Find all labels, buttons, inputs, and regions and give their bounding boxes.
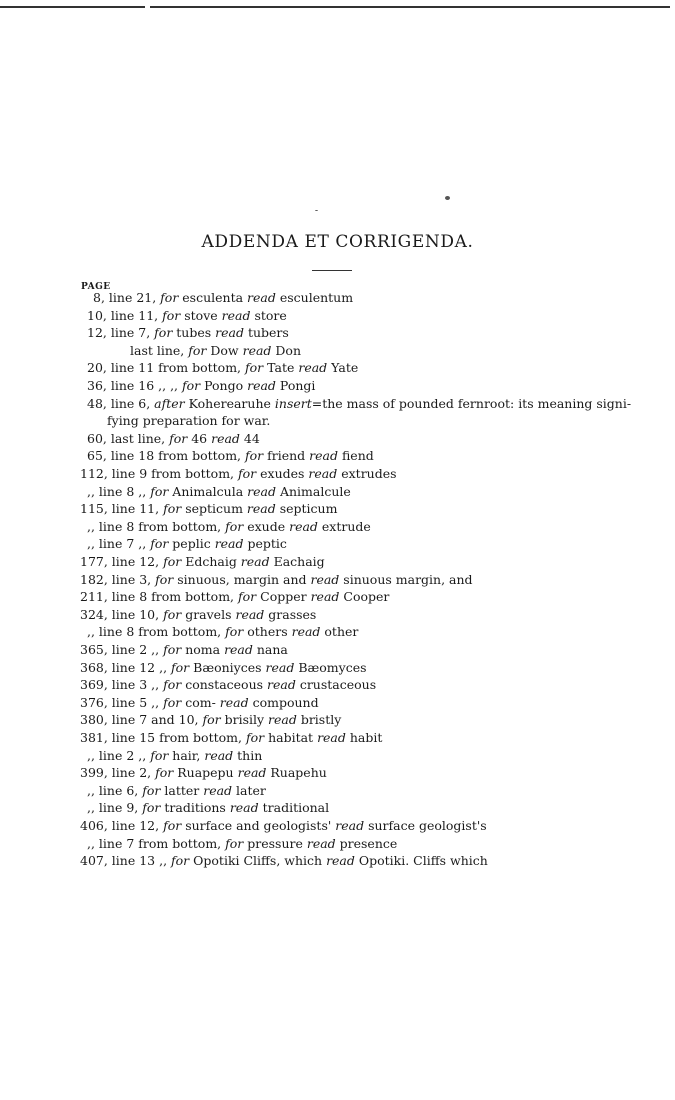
entry-ref: 376, line 5 ,,: [80, 694, 164, 710]
corrigenda-entry: [80, 466, 397, 481]
page-title: ADDENDA ET CORRIGENDA.: [201, 232, 474, 252]
entry-text: Eachaig: [269, 554, 325, 569]
entry-text: brisily: [220, 712, 269, 728]
entry-keyword: for: [163, 694, 182, 710]
entry-keyword: for: [245, 360, 264, 376]
corrigenda-entry: [87, 624, 358, 639]
entry-ref: 381, line 15 from bottom,: [80, 730, 246, 745]
entry-text: later: [232, 782, 266, 798]
entry-text: Don: [271, 342, 302, 358]
entry-text: extrudes: [337, 466, 397, 481]
entry-keyword: for: [162, 307, 181, 323]
corrigenda-entry: [80, 730, 382, 745]
entry-keyword: for: [142, 800, 161, 816]
entry-keyword: for: [154, 325, 173, 341]
entry-text: habit: [345, 730, 383, 745]
corrigenda-entry: [87, 519, 371, 534]
entry-text: Cooper: [339, 589, 390, 605]
entry-ref: 112, line 9 from bottom,: [80, 466, 239, 481]
entry-text: hair,: [168, 747, 205, 763]
entry-text: other: [320, 624, 359, 640]
entry-text: traditions: [160, 800, 230, 816]
entry-text: habitat: [264, 730, 318, 745]
corrigenda-entry: [80, 853, 488, 868]
entry-keyword: for: [245, 448, 264, 464]
entry-keyword: for: [150, 747, 169, 763]
entry-text: septicum: [181, 501, 247, 517]
title-divider: [312, 270, 352, 271]
entry-text: stove: [180, 307, 222, 323]
entry-ref: 60, last line,: [87, 430, 170, 446]
entry-keyword: read: [215, 325, 244, 341]
entry-ref: fying preparation for war.: [107, 413, 271, 429]
entry-text: peplic: [168, 536, 215, 552]
entry-ref: 406, line 12,: [80, 818, 164, 833]
entry-text: Bæomyces: [294, 659, 367, 675]
entry-ref: 8, line 21,: [93, 290, 161, 305]
entry-text: esculentum: [275, 290, 354, 305]
entry-keyword: read: [265, 659, 295, 675]
entry-keyword: for: [142, 782, 161, 798]
entry-text: Ruapepu: [173, 765, 238, 781]
entry-ref: 10, line 11,: [87, 307, 163, 323]
entry-ref: ,, line 9,: [87, 800, 143, 816]
entry-ref: ,, line 7 from bottom,: [87, 835, 226, 851]
entry-keyword: read: [240, 554, 270, 569]
entry-text: esculenta: [178, 290, 248, 305]
entry-keyword: read: [308, 466, 338, 481]
corrigenda-entry: [80, 642, 288, 657]
entry-text: Dow: [206, 342, 243, 358]
entry-text: gravels: [181, 606, 236, 622]
entry-ref: 369, line 3 ,,: [80, 677, 164, 693]
entry-keyword: for: [188, 342, 207, 358]
entry-ref: ,, line 2 ,,: [87, 747, 151, 763]
corrigenda-entry: [130, 343, 301, 358]
entry-keyword: read: [246, 501, 276, 517]
entry-keyword: read: [247, 378, 276, 393]
entry-keyword: for: [238, 589, 257, 605]
top-rule-right: [150, 6, 670, 8]
entry-text: Animalcula: [168, 483, 248, 499]
corrigenda-entry: [87, 360, 358, 375]
entry-keyword: after: [154, 395, 185, 411]
entry-text: store: [250, 307, 287, 323]
corrigenda-entry: [87, 536, 287, 551]
corrigenda-entry: [87, 325, 289, 340]
entry-keyword: read: [237, 765, 267, 781]
entry-keyword: read: [317, 730, 346, 745]
entry-text: grasses: [264, 606, 317, 622]
entry-ref: 12, line 7,: [87, 325, 155, 341]
entry-keyword: read: [310, 589, 340, 605]
corrigenda-entry: [87, 396, 631, 411]
entry-keyword: for: [171, 853, 190, 869]
corrigenda-entry: [80, 607, 316, 622]
entry-text: sinuous margin, and: [339, 571, 473, 587]
entry-keyword: for: [182, 378, 201, 393]
corrigenda-entry: [87, 783, 266, 798]
entry-text: tubes: [172, 325, 216, 341]
entry-ref: 380, line 7 and 10,: [80, 712, 203, 728]
entry-keyword: read: [235, 606, 265, 622]
entry-keyword: for: [163, 677, 182, 693]
entry-ref: 365, line 2 ,,: [80, 642, 164, 657]
print-speck: [315, 210, 318, 211]
entry-keyword: for: [150, 536, 169, 552]
entry-text: 44: [239, 430, 260, 446]
entry-text: com-: [181, 694, 220, 710]
entry-keyword: insert: [274, 395, 312, 411]
entry-text: crustaceous: [295, 677, 377, 693]
entry-keyword: read: [326, 853, 355, 869]
entry-ref: 211, line 8 from bottom,: [80, 589, 239, 605]
entry-ref: 177, line 12,: [80, 554, 164, 569]
entry-ref: 368, line 12 ,,: [80, 659, 172, 675]
entry-keyword: read: [247, 290, 276, 305]
entry-ref: 324, line 10,: [80, 606, 164, 622]
entry-ref: ,, line 7 ,,: [87, 536, 151, 552]
entry-keyword: read: [214, 536, 244, 552]
entry-text: compound: [248, 694, 319, 710]
entry-text: =the mass of pounded fernroot: its meaning signi-: [311, 395, 632, 411]
entry-ref: 182, line 3,: [80, 571, 156, 587]
corrigenda-entry: [87, 308, 287, 323]
entry-text: sinuous, margin and: [173, 571, 311, 587]
corrigenda-entry: [80, 695, 319, 710]
corrigenda-entry: [80, 501, 337, 516]
entry-keyword: read: [289, 518, 318, 534]
entry-text: thin: [233, 747, 263, 763]
entry-keyword: read: [203, 782, 233, 798]
entry-keyword: read: [298, 360, 328, 376]
entry-keyword: for: [245, 730, 265, 745]
entry-keyword: for: [163, 642, 182, 657]
entry-text: Yate: [327, 360, 359, 376]
entry-keyword: read: [267, 677, 296, 693]
corrigenda-entry: [80, 765, 327, 780]
entry-text: traditional: [258, 800, 330, 816]
entry-text: surface geologist's: [364, 818, 487, 833]
entry-keyword: for: [238, 466, 257, 481]
corrigenda-entry: [80, 554, 325, 569]
entry-ref: 399, line 2,: [80, 765, 156, 781]
entry-text: Pongi: [275, 378, 316, 393]
entry-text: surface and geologists': [181, 818, 336, 833]
print-speck: [445, 196, 450, 200]
entry-keyword: read: [310, 571, 340, 587]
entry-text: Pongo: [200, 378, 248, 393]
entry-ref: 48, line 6,: [87, 395, 155, 411]
corrigenda-entry: [80, 712, 341, 727]
entry-keyword: read: [309, 448, 338, 464]
entry-keyword: for: [155, 765, 174, 781]
entry-keyword: read: [291, 624, 321, 640]
corrigenda-entry: [87, 378, 315, 393]
entry-ref: 20, line 11 from bottom,: [87, 360, 246, 376]
entry-text: Bæoniyces: [189, 659, 266, 675]
entry-ref: 36, line 16 ,, ,,: [87, 378, 182, 393]
entry-keyword: for: [225, 624, 244, 640]
entry-text: fiend: [337, 448, 374, 464]
entry-text: latter: [160, 782, 204, 798]
entry-keyword: read: [204, 747, 234, 763]
entry-text: peptic: [243, 536, 287, 552]
entry-text: exudes: [256, 466, 309, 481]
corrigenda-entry: [80, 660, 367, 675]
corrigenda-entry: [80, 818, 487, 833]
entry-text: Copper: [256, 589, 311, 605]
entry-keyword: for: [160, 290, 179, 305]
entry-text: others: [243, 624, 292, 640]
entry-keyword: for: [169, 430, 188, 446]
entry-text: pressure: [243, 835, 307, 851]
entry-keyword: for: [202, 712, 221, 728]
entry-keyword: for: [155, 571, 174, 587]
entry-ref: ,, line 8 ,,: [87, 483, 151, 499]
entry-ref: ,, line 6,: [87, 782, 143, 798]
entry-text: Koherearuhe: [184, 395, 275, 411]
entry-text: 46: [187, 430, 212, 446]
entry-keyword: read: [211, 430, 240, 446]
corrigenda-entry: [87, 431, 260, 446]
corrigenda-entry: [87, 800, 329, 815]
entry-text: constaceous: [181, 677, 268, 693]
entry-text: exude: [243, 518, 290, 534]
corrigenda-entry: [87, 748, 262, 763]
entry-keyword: for: [225, 835, 244, 851]
entry-keyword: read: [335, 818, 365, 833]
entry-text: bristly: [296, 712, 342, 728]
entry-keyword: for: [150, 483, 169, 499]
entry-keyword: for: [163, 501, 182, 517]
entry-text: presence: [335, 835, 398, 851]
entry-keyword: read: [219, 694, 249, 710]
entry-ref: ,, line 8 from bottom,: [87, 518, 226, 534]
corrigenda-entry: [87, 484, 351, 499]
entry-ref: ,, line 8 from bottom,: [87, 624, 226, 640]
corrigenda-entry: [80, 589, 389, 604]
entry-keyword: read: [221, 307, 251, 323]
entry-keyword: read: [247, 483, 276, 499]
corrigenda-entry: [87, 836, 397, 851]
entry-text: noma: [181, 642, 225, 657]
entry-text: Animalcule: [275, 483, 351, 499]
entry-keyword: for: [171, 659, 190, 675]
entry-keyword: for: [163, 818, 182, 833]
corrigenda-entry: [107, 413, 270, 428]
entry-text: Opotiki Cliffs, which: [189, 853, 327, 869]
entry-text: Ruapehu: [266, 765, 327, 781]
corrigenda-entry: [87, 448, 374, 463]
entry-keyword: read: [224, 642, 253, 657]
corrigenda-entry: [80, 677, 376, 692]
entry-keyword: for: [225, 518, 244, 534]
entry-ref: 65, line 18 from bottom,: [87, 448, 246, 464]
entry-text: septicum: [275, 501, 338, 517]
entry-text: Opotiki. Cliffs which: [354, 853, 488, 869]
entry-text: friend: [263, 448, 310, 464]
entry-text: Tate: [263, 360, 299, 376]
corrigenda-entry: [80, 572, 473, 587]
entry-text: nana: [252, 642, 288, 657]
entry-ref: 115, line 11,: [80, 501, 164, 517]
entry-keyword: read: [306, 835, 336, 851]
entry-text: Edchaig: [181, 554, 241, 569]
entry-keyword: read: [229, 800, 259, 816]
top-rule-left: [0, 6, 145, 8]
corrigenda-entry: [93, 290, 353, 305]
entry-text: extrude: [317, 518, 371, 534]
entry-keyword: read: [242, 342, 272, 358]
entry-keyword: for: [163, 606, 182, 622]
entry-ref: 407, line 13 ,,: [80, 853, 172, 869]
entry-text: tubers: [243, 325, 289, 341]
entry-ref: last line,: [130, 342, 189, 358]
entry-keyword: read: [268, 712, 297, 728]
page-column-label: PAGE: [81, 282, 111, 292]
entry-keyword: for: [163, 554, 182, 569]
